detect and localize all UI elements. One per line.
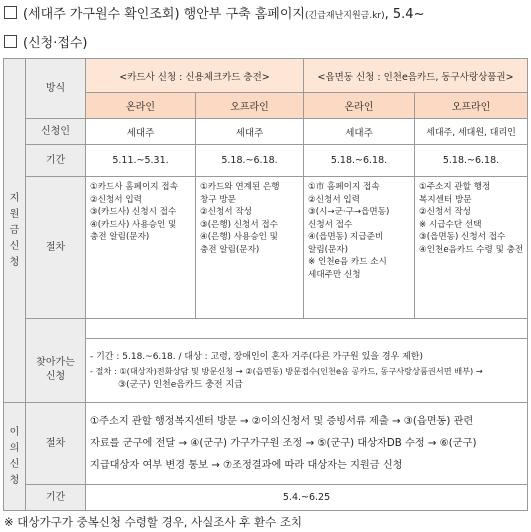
label-applicant: 신청인 — [26, 119, 86, 145]
applicant-town-online: 세대주 — [304, 119, 415, 145]
heading-line1-main: (세대주 가구원수 확인조회) 행안부 구축 홈페이지 — [23, 7, 305, 22]
col-town-offline: 오프라인 — [415, 93, 528, 119]
visit-apply-details: - 기간 : 5.18.~6.18. / 대상 : 고령, 장애인이 혼자 거주(다른 가구원 있을 경우 제한) - 절차 : ①(대상자)전화상담 및 방문신청 → ②(읍면동) 방문접수(인천e음 공카드, 동구사랑상품권서면 배부) → ③(군구) 인천e음카드 충전 지급 — [86, 339, 528, 403]
card-apply-header: <카드사 신청 : 신용체크카드 충전> — [86, 59, 304, 93]
town-apply-header: <읍면동 신청 : 인천e음카드, 동구사랑상품권> — [304, 59, 528, 93]
label-procedure: 절차 — [26, 177, 86, 319]
col-town-online: 온라인 — [304, 93, 415, 119]
procedure-card-online: ①카드사 홈페이지 접속 ②신청서 입력 ③(카드사) 신청시 접수 ④(카드사) 사용승인 및 충전 알림(문자) — [86, 177, 196, 319]
checkbox-square-icon — [4, 6, 17, 19]
procedure-card-offline: ①카드와 연계된 은행 창구 방문 ②신청서 작성 ③(은행) 신청서 접수 ④(은행) 사용승인 및 충전 알림(문자) — [196, 177, 304, 319]
heading-line1-tail: , 5.4~ — [384, 7, 425, 22]
label-objection-period: 기간 — [26, 485, 86, 511]
objection-procedure: ①주소지 관할 행정복지센터 방문 → ②이의신청서 및 증빙서류 제출 → ③(읍면동) 관련 자료를 군구에 전달 → ④(군구) 가구가구원 조정 → ⑤(군구) 대상자DB 수정 → ⑥(군구) 지급대상자 여부 변경 통보 → ⑦조정결과에 따라 대상자는 지원금 신청 — [86, 403, 528, 485]
label-empty — [26, 319, 86, 339]
col-card-offline: 오프라인 — [196, 93, 304, 119]
label-objection-procedure: 절차 — [26, 403, 86, 485]
checkbox-square-icon — [4, 35, 17, 48]
footnote: ※ 대상가구가 중복신청 수령할 경우, 사실조사 후 환수 조치 — [4, 515, 303, 529]
col-card-online: 온라인 — [86, 93, 196, 119]
section-support-apply: 지 원 금 신 청 — [4, 59, 26, 403]
application-table — [3, 58, 528, 511]
label-period: 기간 — [26, 145, 86, 177]
applicant-card-offline: 세대주 — [196, 119, 304, 145]
objection-period: 5.4.~6.25 — [86, 485, 528, 511]
heading-confirm-lookup — [4, 6, 424, 25]
label-visit-apply: 찾아가는 신청 — [26, 339, 86, 403]
section-objection: 이 의 신 청 — [4, 403, 26, 511]
period-card-online: 5.11.~5.31. — [86, 145, 196, 177]
label-method: 방식 — [26, 59, 86, 119]
period-town-offline: 5.18.~6.18. — [415, 145, 528, 177]
procedure-town-online: ①市 홈페이지 접속 ②신청서 입력 ③(시→군·구→읍면동) 신청서 접수 ④(읍면동) 지급준비 알림(문자) ※ 인천e음 카드 소시 세대주만 신청 — [304, 177, 415, 319]
heading-line1-small: (긴급재난지원금.kr) — [304, 11, 385, 21]
procedure-town-offline: ①주소지 관할 행정 복지센터 방문 ②신청서 작성 ※ 시급수단 선택 ③(읍면동) 신청서 접수 ④인천e음카드 수령 및 충전 — [415, 177, 528, 319]
applicant-town-offline: 세대주, 세대원, 대리인 — [415, 119, 528, 145]
heading-application — [4, 35, 88, 53]
applicant-card-online: 세대주 — [86, 119, 196, 145]
period-town-online: 5.18.~6.18. — [304, 145, 415, 177]
period-card-offline: 5.18.~6.18. — [196, 145, 304, 177]
spacer-row — [86, 319, 528, 339]
heading-line2: (신청·접수) — [23, 36, 88, 51]
